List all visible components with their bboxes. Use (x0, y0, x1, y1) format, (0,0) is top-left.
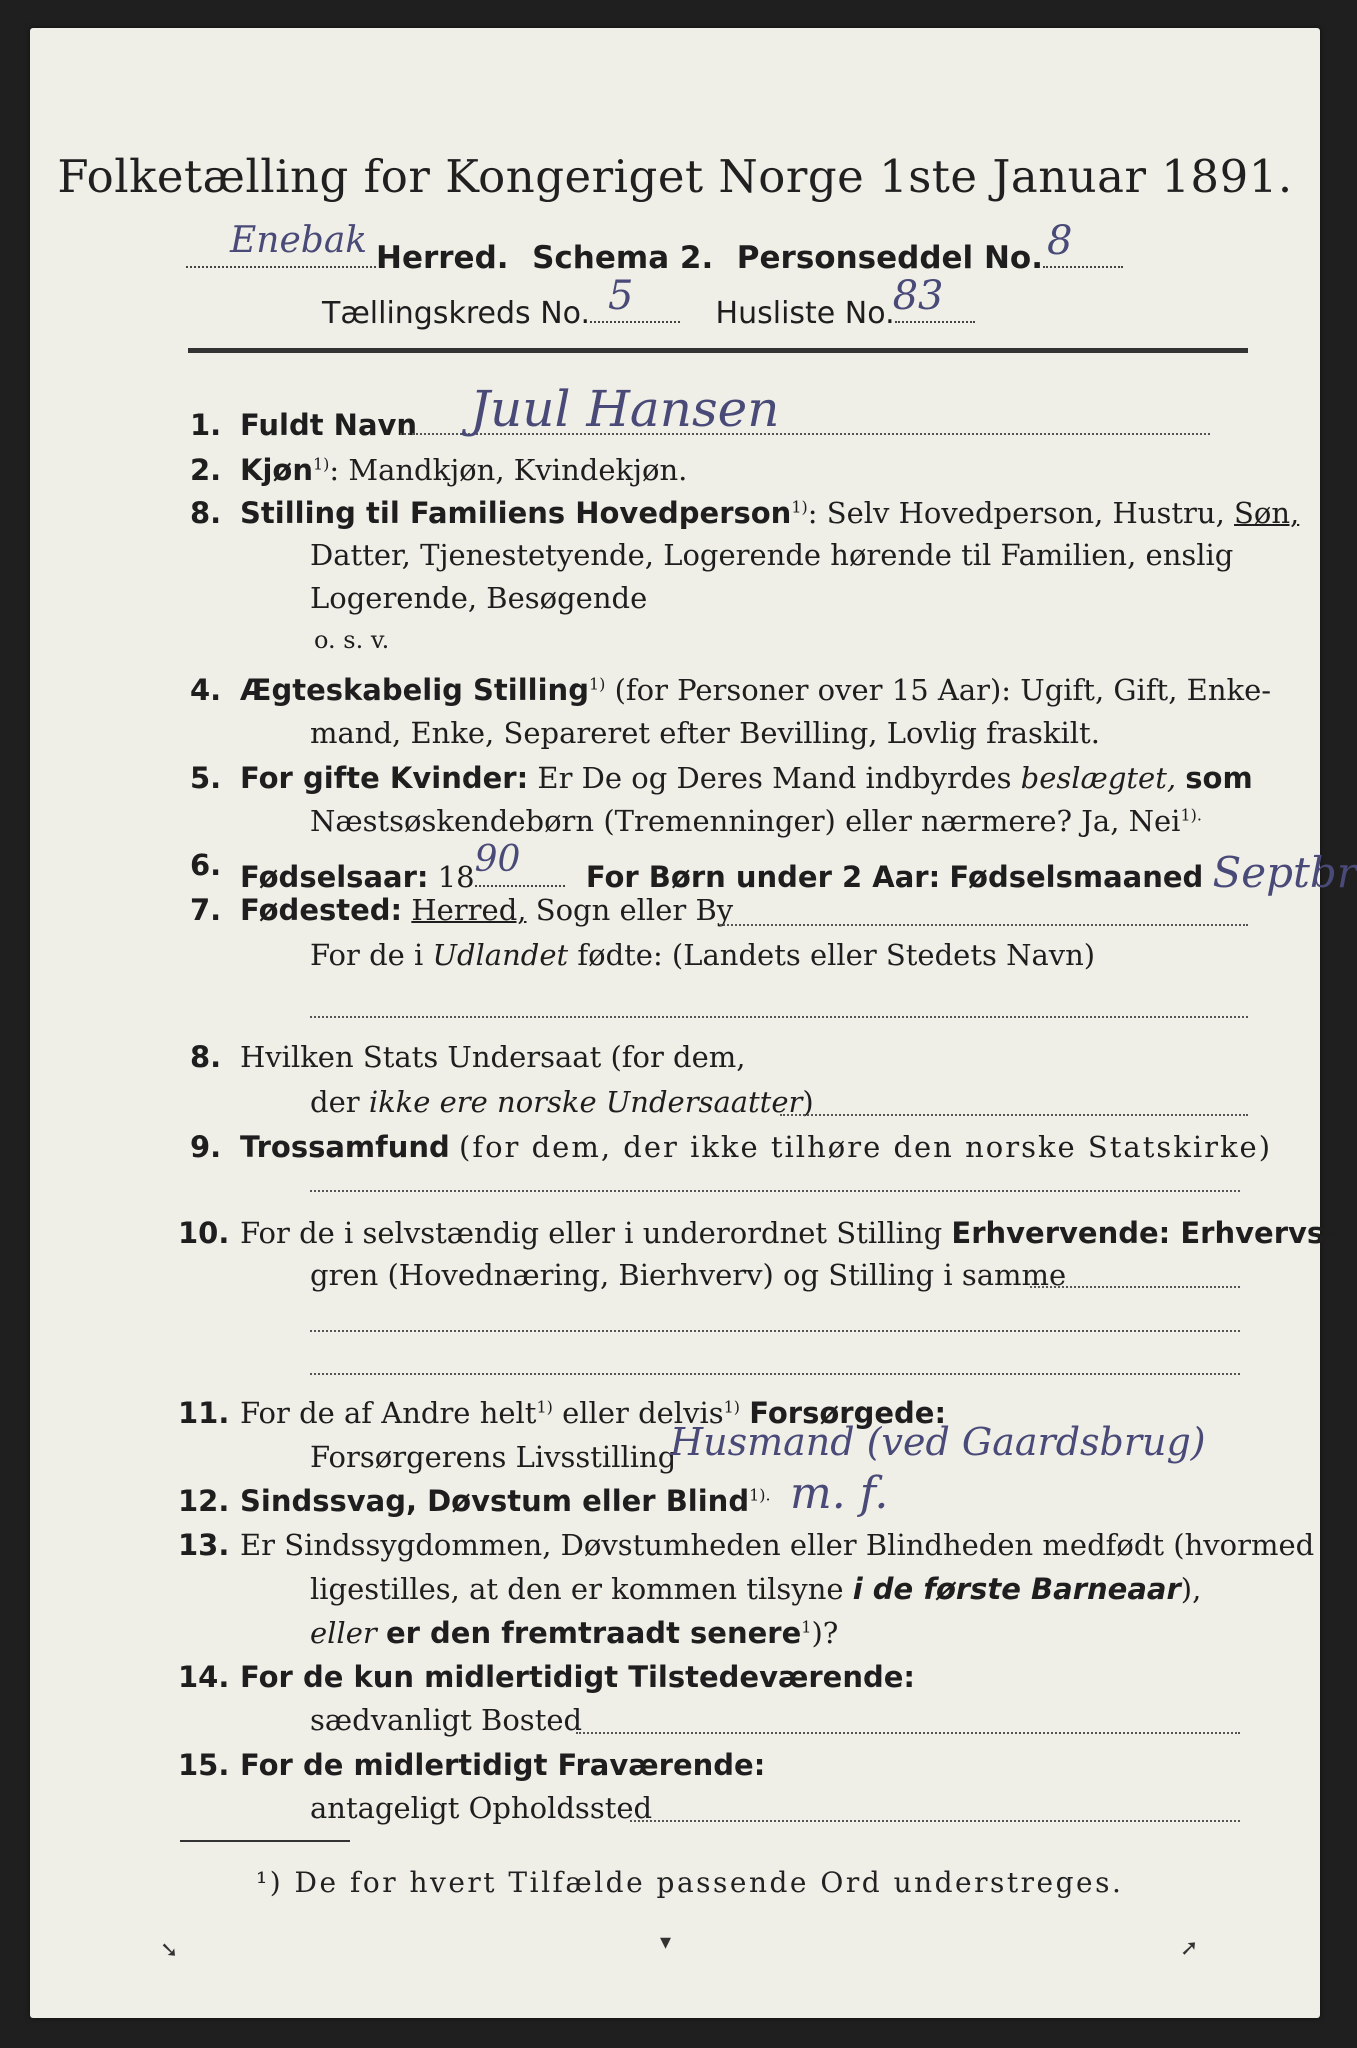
personseddel-value: 8 (1046, 218, 1073, 264)
q6-number: 6. (190, 848, 222, 882)
q12-line: Sindssvag, Døvstum eller Blind$^{1).}$ (240, 1484, 771, 1518)
q11-line2: Forsørgerens Livsstilling (310, 1440, 677, 1474)
q9-line: Trossamfund (for dem, der ikke tilhøre den norske Statskirke) (240, 1130, 1273, 1164)
q3-line1: Stilling til Familiens Hovedperson$^{1)}$: Selv Hovedperson, Hustru, Søn, (240, 496, 1300, 530)
q5-line2: Næstsøskendebørn (Tremenninger) eller nærmere? Ja, Nei$^{1).}$ (310, 804, 1202, 838)
q6-month-value: Septbr (1212, 848, 1357, 897)
footnote: ¹) De for hvert Tilfælde passende Ord understreges. (256, 1866, 1124, 1899)
q13-line1: Er Sindssygdommen, Døvstumheden eller Blindheden medfødt (hvormed (240, 1528, 1315, 1562)
q10-dotline2 (310, 1330, 1240, 1332)
q13-number: 13. (178, 1528, 230, 1562)
q14-number: 14. (178, 1660, 230, 1694)
footnote-rule (180, 1840, 350, 1842)
herred-line (186, 218, 1123, 276)
q3-line2: Datter, Tjenestetyende, Logerende hørende til Familien, enslig (310, 538, 1234, 572)
q9-number: 9. (190, 1130, 222, 1164)
page-corner-mark-right: ➚ (1180, 1936, 1199, 1961)
q7-dotline2 (310, 1016, 1248, 1018)
q15-number: 15. (178, 1748, 230, 1782)
q4-line2: mand, Enke, Separeret efter Bevilling, Lovlig fraskilt. (310, 716, 1100, 750)
q10-line2: gren (Hovednæring, Bierhverv) og Stilling i samme (310, 1258, 1067, 1292)
q6-year-value: 90 (474, 839, 521, 880)
schema-label: Schema 2. (532, 240, 714, 276)
q12-value: m. f. (790, 1468, 889, 1519)
q3-line4: o. s. v. (314, 626, 390, 654)
page-corner-mark-left: ➘ (160, 1938, 179, 1963)
q8-line2: der ikke ere norske Undersaatter) (310, 1085, 814, 1119)
q15-dotline (630, 1820, 1240, 1822)
q12-number: 12. (178, 1484, 230, 1518)
q15-line2: antageligt Opholdssted (310, 1791, 653, 1825)
husliste-label: Husliste No. (715, 296, 895, 331)
q4-line1: Ægteskabelig Stilling$^{1)}$ (for Personer over 15 Aar): Ugift, Gift, Enke- (240, 673, 1272, 707)
q2-number: 2. (190, 453, 222, 487)
q8-dotline (780, 1114, 1248, 1116)
q3-line3: Logerende, Besøgende (310, 581, 648, 615)
q7-dotline1 (720, 924, 1248, 926)
herred-label: Herred. (376, 240, 509, 276)
kreds-label: Tællingskreds No. (322, 296, 590, 331)
q11-livsstilling-value: Husmand (ved Gaardsbrug) (670, 1420, 1206, 1464)
page-center-mark: ▾ (660, 1930, 672, 1955)
kreds-line (322, 273, 975, 331)
q5-number: 5. (190, 761, 222, 795)
q7-line1: Fødested: Herred, Sogn eller By (240, 893, 734, 927)
q1-name-value: Juul Hansen (470, 380, 780, 438)
q2-line: Kjøn$^{1)}$: Mandkjøn, Kvindekjøn. (240, 453, 688, 487)
q6-line: Fødselsaar: 18 90 For Børn under 2 Aar: Fødselsmaaned Septbr (240, 839, 1357, 897)
q1-number: 1. (190, 408, 222, 442)
q13-line2: ligestilles, at den er kommen tilsyne i de første Barneaar), (310, 1572, 1202, 1606)
q10-number: 10. (178, 1216, 230, 1250)
q7-number: 7. (190, 893, 222, 927)
q8-line1: Hvilken Stats Undersaat (for dem, (240, 1040, 746, 1074)
q9-dotline (310, 1190, 1240, 1192)
q8-number: 8. (190, 1040, 222, 1074)
herred-value: Enebak (230, 220, 368, 261)
q1-label: Fuldt Navn (240, 408, 418, 442)
q13-line3: eller er den fremtraadt senere$^1$)? (310, 1616, 839, 1650)
kreds-value: 5 (608, 273, 634, 319)
q14-line2: sædvanligt Bosted (310, 1703, 583, 1737)
personseddel-label: Personseddel No. (736, 240, 1043, 276)
q7-line2: For de i Udlandet fødte: (Landets eller Stedets Navn) (310, 938, 1096, 972)
q3-son-underlined: Søn, (1234, 496, 1300, 530)
form-title: Folketælling for Kongeriget Norge 1ste Januar 1891. (57, 150, 1293, 203)
husliste-value: 83 (892, 273, 944, 319)
q14-dotline (576, 1732, 1240, 1734)
q15-line1: For de midlertidigt Fraværende: (240, 1748, 766, 1782)
q3-number: 8. (190, 496, 222, 530)
q11-number: 11. (178, 1396, 230, 1430)
q4-number: 4. (190, 673, 222, 707)
q5-line1: For gifte Kvinder: Er De og Deres Mand indbyrdes beslægtet, som (240, 761, 1253, 795)
q14-line1: For de kun midlertidigt Tilstedeværende: (240, 1660, 916, 1694)
q10-line1: For de i selvstændig eller i underordnet Stilling Erhvervende: Erhvervs- (240, 1216, 1337, 1250)
q10-dotline1 (1030, 1286, 1240, 1288)
q10-dotline3 (310, 1373, 1240, 1375)
header-rule (188, 348, 1248, 353)
census-form-page (30, 28, 1357, 2018)
q11-line1: For de af Andre helt$^{1)}$ eller delvis$^{1)}$ Forsørgede: (240, 1396, 947, 1430)
